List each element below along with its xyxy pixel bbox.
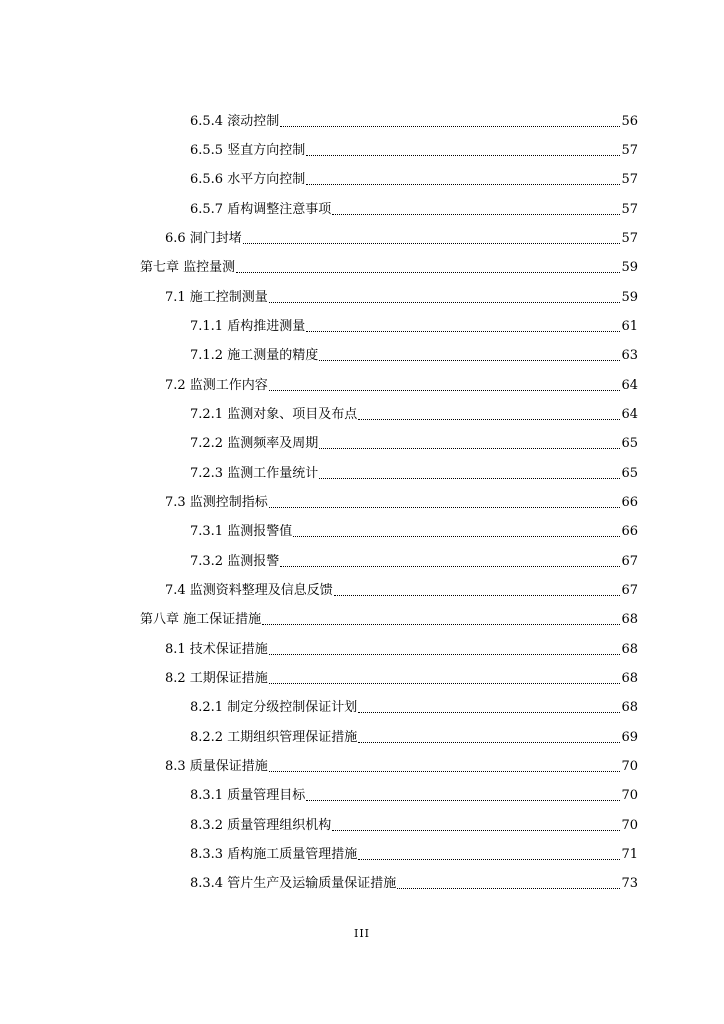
toc-page-number: 64 [621,407,638,422]
toc-page-number: 69 [621,730,638,745]
toc-dot-leader [358,711,620,713]
toc-page-number: 65 [621,466,638,481]
toc-entry[interactable] [190,844,638,866]
toc-entry-title: 7.2 监测工作内容 [165,378,268,393]
toc-entry[interactable] [190,404,638,426]
toc-dot-leader [319,359,620,361]
toc-entry[interactable] [190,199,638,221]
toc-page-number: 68 [621,612,638,627]
toc-entry-title: 6.5.5 竖直方向控制 [190,143,306,158]
toc-dot-leader [306,154,620,156]
toc-entry-title: 7.1.2 施工测量的精度 [190,348,319,363]
toc-entry-title: 7.3 监测控制指标 [165,495,268,510]
toc-entry[interactable] [165,375,638,397]
toc-entry[interactable] [190,111,638,133]
toc-dot-leader [334,594,621,596]
toc-entry-title: 8.2.2 工期组织管理保证措施 [190,730,358,745]
toc-entry[interactable] [190,815,638,837]
toc-entry[interactable] [165,287,638,309]
toc-entry[interactable] [190,169,638,191]
toc-dot-leader [269,389,621,391]
toc-entry[interactable] [190,433,638,455]
toc-page-number: 66 [621,495,638,510]
toc-page-number: 70 [621,818,638,833]
toc-entry-title: 6.5.4 滚动控制 [190,114,280,129]
toc-entry-title: 8.3 质量保证措施 [165,759,268,774]
toc-page-number: 57 [621,231,638,246]
toc-dot-leader [306,799,620,801]
toc-entry[interactable] [190,316,638,338]
toc-entry-title: 7.2.2 监测频率及周期 [190,436,319,451]
toc-entry-title: 8.1 技术保证措施 [165,642,268,657]
toc-dot-leader [269,770,621,772]
toc-dot-leader [269,682,621,684]
page-footer-number: III [353,927,371,940]
toc-dot-leader [306,183,620,185]
toc-dot-leader [319,477,620,479]
toc-page-number: 73 [621,876,638,891]
toc-dot-leader [236,271,620,273]
toc-page-number: 70 [621,759,638,774]
toc-dot-leader [293,535,620,537]
toc-entry[interactable] [165,228,638,250]
toc-entry-title: 8.3.4 管片生产及运输质量保证措施 [190,876,397,891]
toc-entry[interactable] [165,756,638,778]
toc-dot-leader [358,418,620,420]
toc-dot-leader [397,887,620,889]
toc-page-number: 66 [621,524,638,539]
toc-entry[interactable] [165,580,638,602]
toc-page-number: 59 [621,290,638,305]
toc-entry-title: 7.2.3 监测工作量统计 [190,466,319,481]
toc-entry-title: 7.3.1 监测报警值 [190,524,293,539]
toc-entry-title: 7.1.1 盾构推进测量 [190,319,306,334]
toc-entry-title: 7.3.2 监测报警 [190,554,280,569]
toc-entry-title: 6.6 洞门封堵 [165,231,242,246]
toc-page-number: 70 [621,788,638,803]
toc-entry[interactable] [190,521,638,543]
toc-entry[interactable] [165,492,638,514]
toc-entry-title: 8.3.1 质量管理目标 [190,788,306,803]
toc-dot-leader [358,858,620,860]
toc-dot-leader [269,301,621,303]
toc-dot-leader [358,741,620,743]
toc-entry[interactable] [190,345,638,367]
toc-page-number: 59 [621,260,638,275]
toc-entry-title: 7.1 施工控制测量 [165,290,268,305]
toc-entry-title: 7.2.1 监测对象、项目及布点 [190,407,358,422]
toc-page-number: 67 [621,554,638,569]
toc-page-number: 68 [621,642,638,657]
toc-dot-leader [306,330,620,332]
toc-dot-leader [262,623,620,625]
toc-page-number: 57 [621,172,638,187]
toc-entry-title: 6.5.7 盾构调整注意事项 [190,202,332,217]
toc-entry-title: 8.3.2 质量管理组织机构 [190,818,332,833]
toc-page-number: 65 [621,436,638,451]
toc-entry[interactable] [140,257,638,279]
toc-entry[interactable] [165,639,638,661]
toc-entry[interactable] [165,668,638,690]
toc-page-number: 56 [621,114,638,129]
toc-entry-title: 8.2.1 制定分级控制保证计划 [190,700,358,715]
toc-entry[interactable] [190,140,638,162]
toc-dot-leader [269,506,621,508]
toc-dot-leader [280,565,620,567]
toc-page-number: 63 [621,348,638,363]
toc-dot-leader [269,653,621,655]
toc-entry-title: 8.3.3 盾构施工质量管理措施 [190,847,358,862]
toc-entry-title: 6.5.6 水平方向控制 [190,172,306,187]
toc-dot-leader [332,213,620,215]
toc-dot-leader [319,447,620,449]
toc-entry[interactable] [190,873,638,895]
toc-page-number: 67 [621,583,638,598]
toc-entry-title: 第八章 施工保证措施 [140,612,262,627]
toc-page-number: 64 [621,378,638,393]
toc-page-number: 68 [621,700,638,715]
toc-entry[interactable] [190,697,638,719]
toc-entry-title: 第七章 监控量测 [140,260,236,275]
toc-dot-leader [243,242,621,244]
toc-entry[interactable] [190,551,638,573]
toc-dot-leader [332,829,620,831]
toc-page-number: 57 [621,143,638,158]
toc-entry[interactable] [190,727,638,749]
toc-page-number: 61 [621,319,638,334]
toc-entry[interactable] [190,463,638,485]
toc-page-number: 57 [621,202,638,217]
toc-page-number: 71 [621,847,638,862]
toc-entry[interactable] [140,609,638,631]
toc-entry-title: 8.2 工期保证措施 [165,671,268,686]
toc-entry-title: 7.4 监测资料整理及信息反馈 [165,583,333,598]
toc-entry[interactable] [190,785,638,807]
toc-page-number: 68 [621,671,638,686]
toc-dot-leader [280,125,620,127]
